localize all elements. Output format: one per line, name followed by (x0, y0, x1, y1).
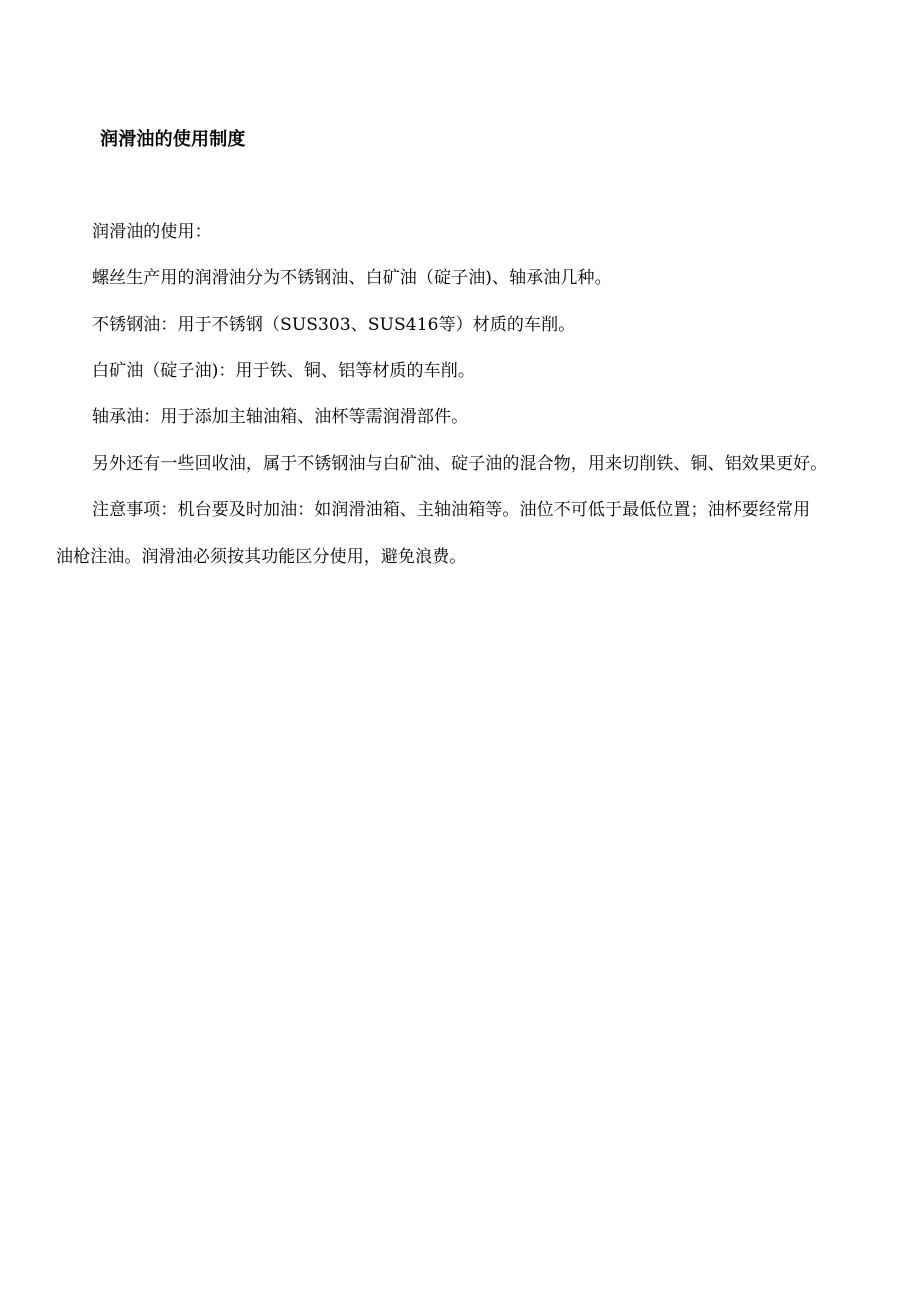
paragraph-white-mineral-oil: 白矿油（碇子油)：用于铁、铜、铝等材质的车削。 (92, 361, 475, 381)
paragraph-notice-line2: 油枪注油。润滑油必须按其功能区分使用，避免浪费。 (56, 547, 467, 567)
paragraph-oil-types: 螺丝生产用的润滑油分为不锈钢油、白矿油（碇子油)、轴承油几种。 (92, 268, 612, 288)
paragraph-stainless-oil: 不锈钢油：用于不锈钢（SUS303、SUS416等）材质的车削。 (92, 315, 576, 335)
paragraph-notice-line1: 注意事项：机台要及时加油：如润滑油箱、主轴油箱等。油位不可低于最低位置；油杯要经常用 (92, 500, 811, 520)
paragraph-bearing-oil: 轴承油：用于添加主轴油箱、油杯等需润滑部件。 (92, 407, 469, 427)
document-title: 润滑油的使用制度 (100, 129, 246, 150)
paragraph-recycled-oil: 另外还有一些回收油，属于不锈钢油与白矿油、碇子油的混合物，用来切削铁、铜、铝效果更好。 (92, 454, 828, 474)
paragraph-usage-heading: 润滑油的使用： (92, 222, 212, 242)
